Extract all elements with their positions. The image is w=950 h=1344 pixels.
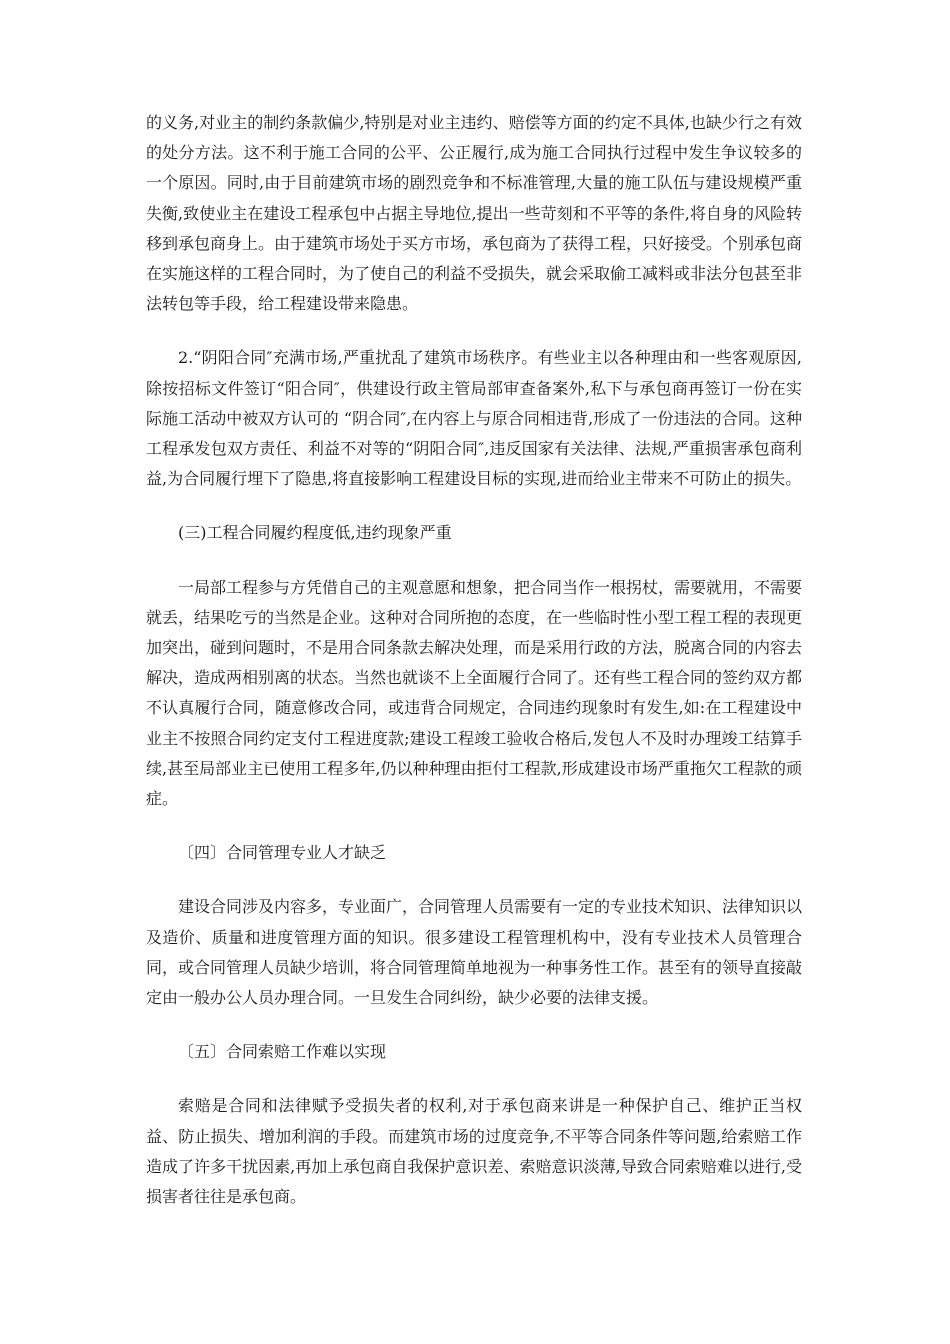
paragraph-yin-yang-contract: 2.“阴阳合同″充满市场,严重扰乱了建筑市场秩序。有些业主以各种理由和一些客观原因,除按招标文件签订“阳合同″，供建设行政主管局部审查备案外,私下与承包商再签订一份在实际施工活动中被双方认可的 “阴合同″,在内容上与原合同相违背,形成了一份违法的合同。这种工程承发包双方责任、利益不对等的“阴阳合同″,违反国家有关法律、法规,严重损害承包商利益,为合同履行埋下了隐患,将直接影响工程建设目标的实现,进而给业主带来不可防止的损失。 (146, 348, 802, 489)
paragraph-contract-performance: 一局部工程参与方凭借自己的主观意愿和想象，把合同当作一根拐杖，需要就用，不需要就丢，结果吃亏的当然是企业。这种对合同所抱的态度，在一些临时性小型工程工程的表现更加突出，碰到问题时，不是用合同条款去解决处理，而是采用行政的方法，脱离合同的内容去解决，造成两相别离的状态。当然也就谈不上全面履行合同了。还有些工程合同的签约双方都不认真履行合同，随意修改合同，或违背合同规定，合同违约现象时有发生,如:在工程建设中业主不按照合同约定支付工程进度款;建设工程竣工验收合格后,发包人不及时办理竣工结算手续,甚至局部业主已使用工程多年,仍以种种理由拒付工程款,形成建设市场严重拖欠工程款的顽症。 (146, 577, 803, 809)
section-heading-5: 〔五〕合同索赔工作难以实现 (178, 1042, 387, 1062)
paragraph-claims: 索赔是合同和法律赋予受损失者的权利,对于承包商来讲是一种保护自己、维护正当权益、防止损失、增加利润的手段。而建筑市场的过度竞争,不平等合同条件等问题,给索赔工作造成了许多干扰因素,再加上承包商自我保护意识差、索赔意识淡薄,导致合同索赔难以进行,受损害者往往是承包商。 (146, 1096, 802, 1207)
paragraph-gap (146, 494, 802, 518)
paragraph-gap (146, 814, 802, 838)
paragraph-gap (146, 319, 802, 343)
paragraph-gap (146, 1013, 802, 1037)
document-body (146, 108, 802, 1212)
paragraph-gap (146, 1067, 802, 1091)
section-heading-3: (三)工程合同履约程度低,违约现象严重 (178, 523, 452, 543)
paragraph-talent-shortage: 建设合同涉及内容多，专业面广，合同管理人员需要有一定的专业技术知识、法律知识以及造价、质量和进度管理方面的知识。很多建设工程管理机构中，没有专业技术人员管理合同，或合同管理人员缺少培训，将合同管理简单地视为一种事务性工作。甚至有的领导直接敲定由一般办公人员办理合同。一旦发生合同纠纷，缺少必要的法律支援。 (146, 897, 803, 1008)
paragraph-gap (146, 549, 802, 573)
section-heading-4: 〔四〕合同管理专业人才缺乏 (178, 843, 387, 863)
paragraph-contract-obligations: 的义务,对业主的制约条款偏少,特别是对业主违约、赔偿等方面的约定不具体,也缺少行之有效的处分方法。这不利于施工合同的公平、公正履行,成为施工合同执行过程中发生争议较多的一个原因。同时,由于目前建筑市场的剧烈竞争和不标准管理,大量的施工队伍与建设规模严重失衡,致使业主在建设工程承包中占据主导地位,提出一些苛刻和不平等的条件,将自身的风险转移到承包商身上。由于建筑市场处于买方市场，承包商为了获得工程，只好接受。个别承包商在实施这样的工程合同时，为了使自己的利益不受损失，就会采取偷工减料或非法分包甚至非法转包等手段，给工程建设带来隐患。 (146, 113, 803, 314)
paragraph-gap (146, 868, 802, 892)
